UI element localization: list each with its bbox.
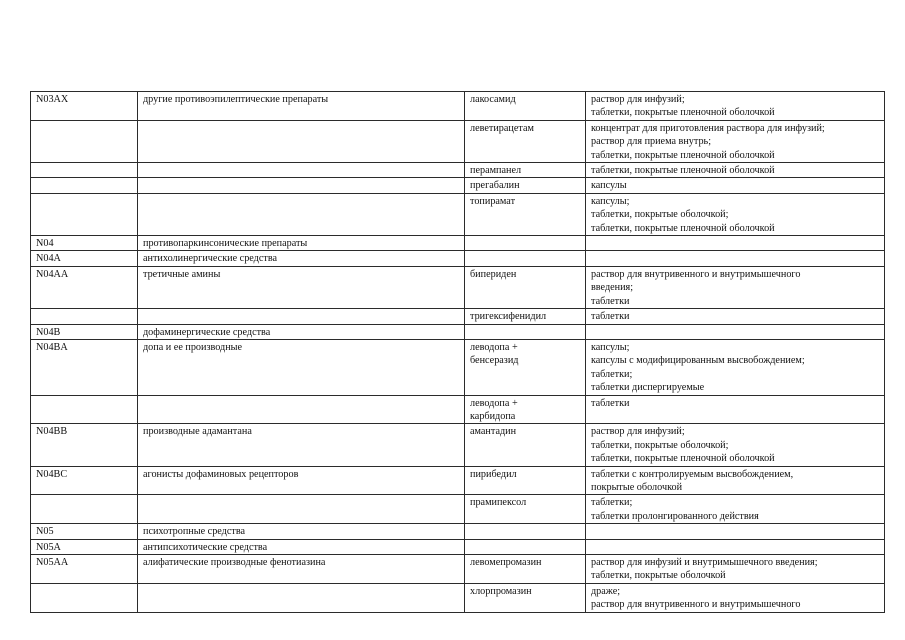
dosage-forms-cell: таблетки (586, 395, 885, 424)
pharm-group-cell (138, 395, 465, 424)
table-row (31, 309, 885, 324)
atc-code-cell: N04BC (31, 466, 138, 495)
drug-name-cell (465, 251, 586, 266)
table-row (31, 339, 885, 395)
table-row (31, 251, 885, 266)
atc-code-cell (31, 163, 138, 178)
dosage-forms-cell: таблетки, покрытые пленочной оболочкой (586, 163, 885, 178)
pharm-group-cell (138, 309, 465, 324)
drug-name-cell (465, 524, 586, 539)
pharm-group-cell: допа и ее производные (138, 339, 465, 395)
drug-name-cell: прегабалин (465, 178, 586, 193)
dosage-forms-cell: капсулы (586, 178, 885, 193)
atc-code-cell: N04AA (31, 266, 138, 308)
dosage-forms-cell: раствор для инфузий и внутримышечного введения; таблетки, покрытые оболочкой (586, 555, 885, 584)
dosage-forms-cell: таблетки (586, 309, 885, 324)
drug-name-cell: перампанел (465, 163, 586, 178)
atc-code-cell (31, 309, 138, 324)
table-row (31, 466, 885, 495)
drug-name-cell: амантадин (465, 424, 586, 466)
pharm-group-cell: алифатические производные фенотиазина (138, 555, 465, 584)
atc-code-cell (31, 178, 138, 193)
drug-name-cell: леводопа + бенсеразид (465, 339, 586, 395)
dosage-forms-cell: концентрат для приготовления раствора для инфузий; раствор для приема внутрь; таблетки, покрытые пленочной оболочкой (586, 120, 885, 162)
table-row (31, 120, 885, 162)
atc-code-cell: N04 (31, 236, 138, 251)
table-row (31, 178, 885, 193)
dosage-forms-cell (586, 524, 885, 539)
dosage-forms-cell: раствор для инфузий; таблетки, покрытые пленочной оболочкой (586, 92, 885, 121)
pharm-group-cell: антихолинергические средства (138, 251, 465, 266)
dosage-forms-cell (586, 251, 885, 266)
dosage-forms-cell: драже; раствор для внутривенного и внутримышечного (586, 583, 885, 612)
dosage-forms-cell: таблетки; таблетки пролонгированного действия (586, 495, 885, 524)
pharm-group-cell: дофаминергические средства (138, 324, 465, 339)
drug-name-cell (465, 236, 586, 251)
table-row (31, 539, 885, 554)
drug-name-cell: левомепромазин (465, 555, 586, 584)
drug-name-cell: леводопа + карбидопа (465, 395, 586, 424)
table-row (31, 324, 885, 339)
drug-name-cell: лакосамид (465, 92, 586, 121)
pharm-group-cell: другие противоэпилептические препараты (138, 92, 465, 121)
table-row (31, 236, 885, 251)
atc-code-cell (31, 495, 138, 524)
pharm-group-cell (138, 583, 465, 612)
pharm-group-cell: антипсихотические средства (138, 539, 465, 554)
atc-code-cell: N05 (31, 524, 138, 539)
atc-code-cell (31, 395, 138, 424)
dosage-forms-cell: капсулы; таблетки, покрытые оболочкой; таблетки, покрытые пленочной оболочкой (586, 193, 885, 235)
pharm-group-cell: психотропные средства (138, 524, 465, 539)
table-row (31, 424, 885, 466)
atc-code-cell: N03AX (31, 92, 138, 121)
drug-name-cell: прамипексол (465, 495, 586, 524)
table-row (31, 395, 885, 424)
atc-code-cell: N04BB (31, 424, 138, 466)
atc-code-cell (31, 120, 138, 162)
drug-name-cell: топирамат (465, 193, 586, 235)
pharm-group-cell (138, 178, 465, 193)
drug-name-cell: леветирацетам (465, 120, 586, 162)
atc-code-cell: N04A (31, 251, 138, 266)
pharm-group-cell: третичные амины (138, 266, 465, 308)
atc-code-cell: N04BA (31, 339, 138, 395)
dosage-forms-cell: таблетки с контролируемым высвобождением, покрытые оболочкой (586, 466, 885, 495)
table-row (31, 92, 885, 121)
drug-name-cell (465, 324, 586, 339)
atc-code-cell (31, 193, 138, 235)
atc-code-cell (31, 583, 138, 612)
dosage-forms-cell: раствор для инфузий; таблетки, покрытые оболочкой; таблетки, покрытые пленочной оболочкой (586, 424, 885, 466)
dosage-forms-cell (586, 539, 885, 554)
atc-code-cell: N04B (31, 324, 138, 339)
table-row (31, 555, 885, 584)
pharm-group-cell: производные адамантана (138, 424, 465, 466)
table-row (31, 495, 885, 524)
drug-name-cell (465, 539, 586, 554)
dosage-forms-cell (586, 236, 885, 251)
atc-code-cell: N05AA (31, 555, 138, 584)
atc-code-cell: N05A (31, 539, 138, 554)
pharm-group-cell (138, 193, 465, 235)
drug-name-cell: пирибедил (465, 466, 586, 495)
table-row (31, 524, 885, 539)
medication-table (30, 91, 885, 613)
drug-name-cell: бипериден (465, 266, 586, 308)
drug-name-cell: хлорпромазин (465, 583, 586, 612)
dosage-forms-cell: капсулы; капсулы с модифицированным высвобождением; таблетки; таблетки диспергируемые (586, 339, 885, 395)
table-row (31, 193, 885, 235)
dosage-forms-cell: раствор для внутривенного и внутримышечного введения; таблетки (586, 266, 885, 308)
dosage-forms-cell (586, 324, 885, 339)
drug-name-cell: тригексифенидил (465, 309, 586, 324)
table-row (31, 163, 885, 178)
pharm-group-cell (138, 495, 465, 524)
pharm-group-cell (138, 120, 465, 162)
pharm-group-cell: противопаркинсонические препараты (138, 236, 465, 251)
table-row (31, 583, 885, 612)
pharm-group-cell (138, 163, 465, 178)
pharm-group-cell: агонисты дофаминовых рецепторов (138, 466, 465, 495)
table-row (31, 266, 885, 308)
